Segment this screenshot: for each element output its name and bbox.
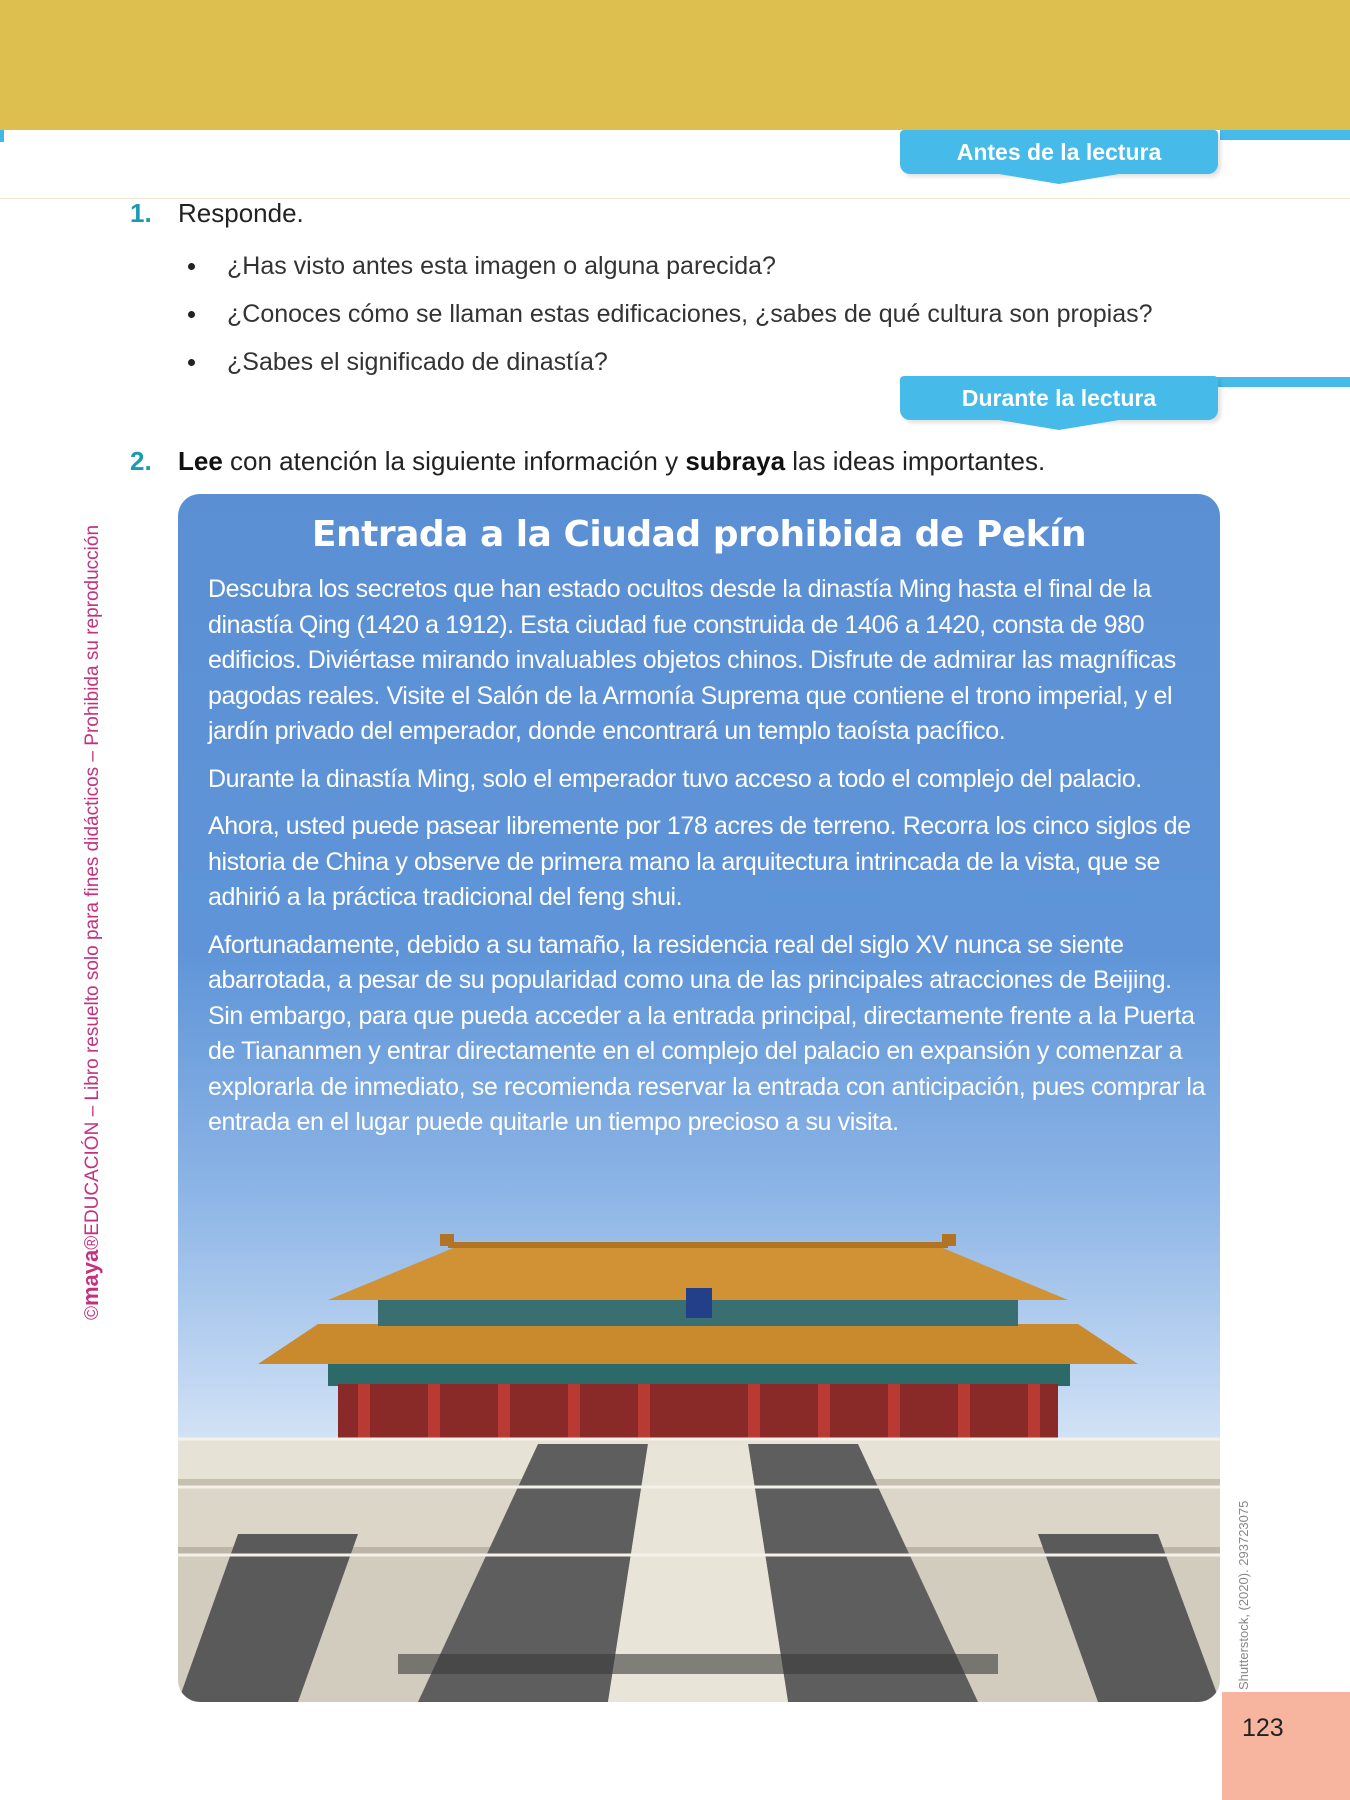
list-item — [184, 290, 1153, 338]
top-banner — [0, 0, 1350, 130]
lower-roof — [258, 1324, 1138, 1364]
roof-ridge — [448, 1242, 948, 1248]
question-2-number: 2. — [130, 446, 152, 476]
bullet-text: ¿Conoces cómo se llaman estas edificaciones, ¿sabes de qué cultura son propias? — [227, 299, 1153, 328]
top-accent — [0, 130, 4, 142]
list-item — [184, 242, 1153, 290]
bullet-text: ¿Sabes el significado de dinastía? — [227, 347, 608, 376]
card-paragraph: Descubra los secretos que han estado ocultos desde la dinastía Ming hasta el final de la dinastía Qing (1420 a 1912). Esta ciudad fue construida de 1406 a 1420, consta de 980 edificios. Diviértase mirando invaluables objetos chinos. Disfrute de admirar las magníficas pagodas reales. Visite el Salón de la Armonía Suprema que contiene el trono imperial, y el jardín privado del emperador, donde encontrará un templo taoísta pacífico. — [208, 575, 1176, 745]
reading-card — [178, 494, 1220, 1702]
photo-credit: Shutterstock, (2020). 293723075 — [1236, 1500, 1251, 1690]
tab-line-antes — [1220, 130, 1350, 140]
question-2-text — [178, 446, 1045, 477]
instruction-end: las ideas importantes. — [785, 446, 1046, 476]
instruction-lee: Lee — [178, 446, 223, 476]
bullet-icon — [188, 311, 195, 318]
question-1-text: Responde. — [178, 198, 304, 228]
card-title: Entrada a la Ciudad prohibida de Pekín — [311, 514, 1087, 555]
instruction-mid: con atención la siguiente información y — [222, 446, 686, 476]
page-number-box — [1222, 1692, 1350, 1800]
tab-antes-de-la-lectura — [900, 130, 1218, 174]
side-copyright — [78, 480, 104, 1320]
tab-durante-label: Durante la lectura — [961, 384, 1157, 411]
hall-wall — [338, 1384, 1058, 1444]
maya-logo: maya — [78, 1249, 103, 1306]
card-body — [208, 572, 1208, 1153]
question-2 — [130, 446, 1045, 477]
instruction-subraya: subraya — [685, 446, 786, 476]
copyright-symbol: © — [82, 1306, 103, 1320]
card-paragraph: Durante la dinastía Ming, solo el emperador tuvo acceso a todo el complejo del palacio. — [208, 764, 1142, 793]
forbidden-city-illustration — [178, 1234, 1220, 1702]
tab-durante-la-lectura — [900, 376, 1218, 420]
question-1 — [130, 198, 304, 229]
tab-antes-label: Antes de la lectura — [956, 138, 1162, 165]
lower-eave-band — [328, 1364, 1070, 1386]
ridge-ornament-left — [440, 1234, 454, 1246]
registered-symbol: ® — [82, 1235, 103, 1250]
bullet-icon — [188, 263, 195, 270]
copyright-text: EDUCACIÓN – Libro resuelto solo para fines didácticos – Prohibida su reproducción — [82, 524, 103, 1236]
page-number: 123 — [1242, 1714, 1284, 1742]
question-1-bullets — [184, 242, 1153, 386]
ridge-ornament-right — [942, 1234, 956, 1246]
bullet-icon — [188, 359, 195, 366]
name-plaque — [686, 1288, 712, 1318]
front-fence — [398, 1654, 998, 1674]
bullet-text: ¿Has visto antes esta imagen o alguna parecida? — [227, 251, 776, 280]
card-paragraph: Afortunadamente, debido a su tamaño, la residencia real del siglo XV nunca se siente abarrotada, a pesar de su popularidad como una de las principales atracciones de Beijing. Sin embargo, para que pueda acceder a la entrada principal, directamente frente a la Puerta de Tiananmen y entrar directamente en el complejo del palacio en expansión y comenzar a explorarla de inmediato, se recomienda reservar la entrada con anticipación, pues comprar la entrada en el lugar puede quitarle un tiempo precioso a su visita. — [208, 930, 1206, 1136]
question-1-number: 1. — [130, 198, 152, 228]
card-paragraph: Ahora, usted puede pasear libremente por 178 acres de terreno. Recorra los cinco siglos de historia de China y observe de primera mano la arquitectura intrincada de la vista, que se adhirió a la práctica tradicional del feng shui. — [208, 812, 1191, 911]
